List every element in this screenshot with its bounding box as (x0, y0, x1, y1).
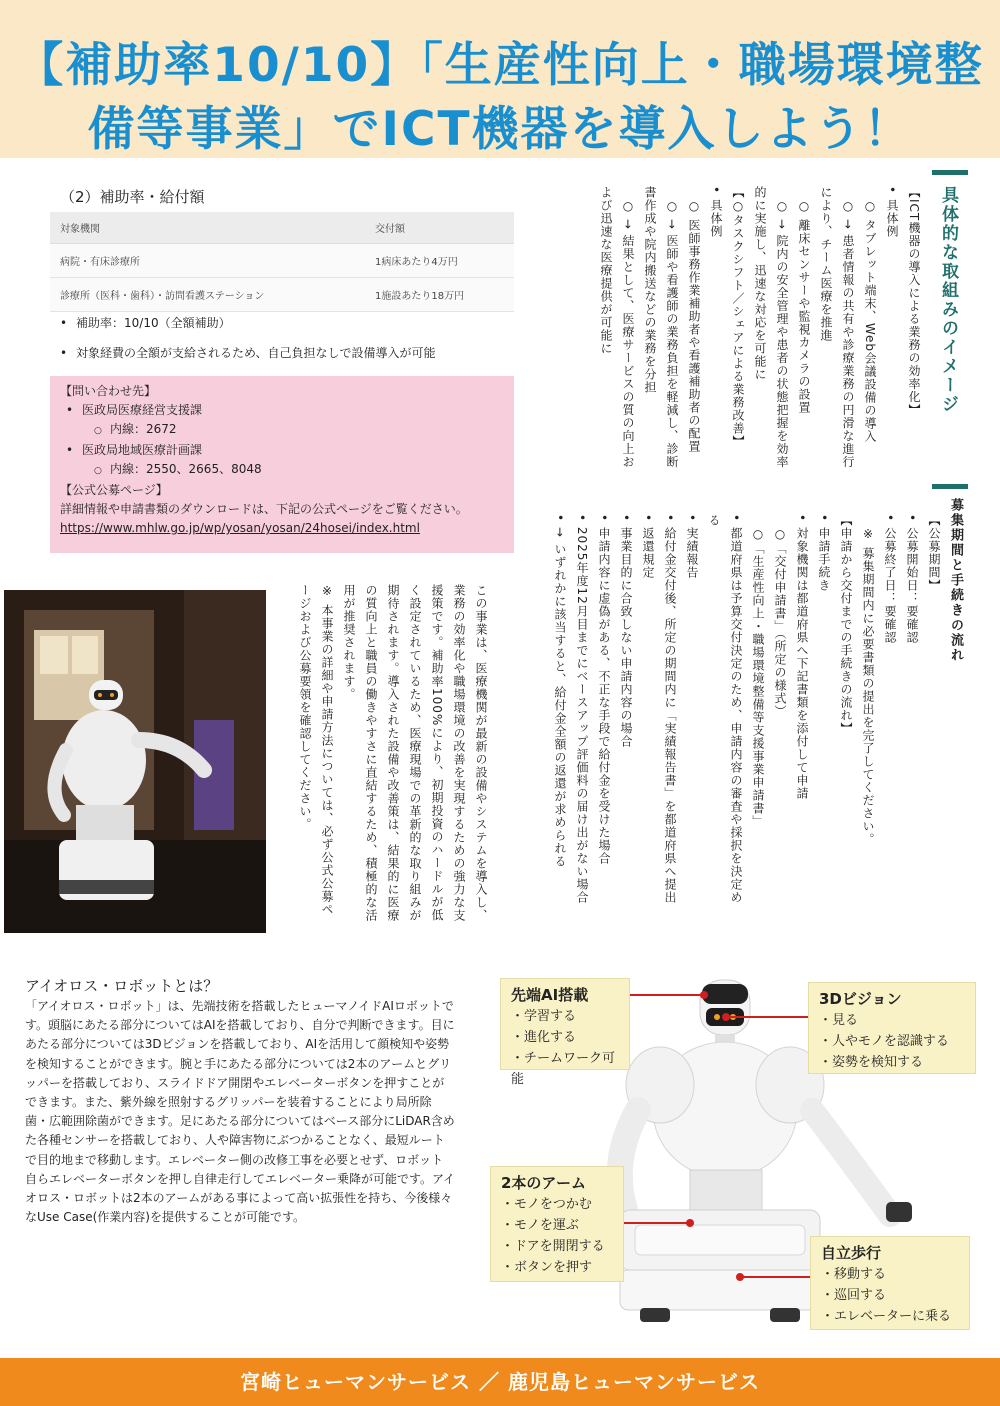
callout-vision-item: ・ 見る (819, 1010, 965, 1031)
schedule-body: 【公募期間】 • 公募開始日：要確認 • 公募終了日：要確認 ※ 募集期間内に必要書類の提出を完了してください。 【申請から交付までの手続きの流れ】 • 申請手続き • 対象機関は都道府県へ下記書類を添付して申請 ○「交付申請書」（所定の様式） ○「生産性向上・職場環境整備等支援事業申請書」 • 都道府県は予算交付決定のため、申請内容の審査や採択を決定める • 実績報告 • 給付金交付後、所定の期間内に「実績報告書」を都道府県へ提出 • 返還規定 • 事業目的に合致しない申請内容の場合 • 申請内容に虚偽がある、不正な手段で給付金を受けた場合 • 2025年度12月目までにベースアップ評価料の届け出がない場合 • → いずれかに該当すると、給付金全額の返還が求められる (553, 514, 941, 904)
table-header-cell: 対象機関 (50, 212, 365, 244)
table-cell: 診療所（医科・歯科）・訪問看護ステーション (50, 278, 365, 312)
callout-arms-item: ・ ドアを開閉する (501, 1236, 613, 1257)
callout-vision (808, 982, 976, 1074)
teal-accent-bar (932, 170, 968, 175)
teal-accent-bar (932, 484, 968, 489)
official-page-note: 詳細情報や申請書類のダウンロードは、下記の公式ページをご覧ください。 (60, 502, 468, 516)
callout-ai-title: 先端AI搭載 (511, 986, 589, 1004)
contact-dept-1: • 医政局医療経営支援課 (60, 401, 504, 420)
contact-ext-2: ○ 内線：2550、2665、8048 (60, 460, 504, 481)
callout-ai-item: ・ チームワーク可能 (511, 1048, 619, 1090)
table-cell: 1病床あたり4万円 (365, 244, 514, 278)
callout-vision-item: ・ 人やモノを認識する (819, 1031, 965, 1052)
table-cell: 病院・有床診療所 (50, 244, 365, 278)
callout-walk-title: 自立歩行 (821, 1244, 882, 1262)
table-header-row (50, 212, 514, 244)
subsidy-heading: （2）補助率・給付額 (60, 188, 205, 206)
leader-dot-walk (736, 1273, 744, 1281)
callout-vision-item: ・ 姿勢を検知する (819, 1052, 965, 1073)
table-header-cell: 交付額 (365, 212, 514, 244)
examples-heading: 具体的な取組みのイメージ (938, 186, 958, 414)
footer-banner: 宮崎ヒューマンサービス ／ 鹿児島ヒューマンサービス (0, 1358, 1000, 1406)
table-row (50, 244, 514, 278)
leader-line-walk (740, 1276, 810, 1278)
leader-dot-ai (700, 991, 708, 999)
table-cell: 1施設あたり18万円 (365, 278, 514, 312)
leader-line-vision (726, 1016, 808, 1018)
examples-body: 【ICT機器の導入による業務の効率化】 • 具体例 ○ タブレット端末、Web会議設備の導入 ○ → 患者情報の共有や診療業務の円滑な進行により、チーム医療を推進 ○ 離床センサーや監視カメラの設置 ○ → 院内の安全管理や患者の状態把握を効率的に実施し、迅速な対応を可能に 【○タスクシフト／シェアによる業務改善】 • 具体例 ○ 医師事務作業補助者や看護補助者の配置 ○ → 医師や看護師の業務負担を軽減し、診断書作成や院内搬送などの業務を分担 ○ → 結果として、医療サービスの質の向上および迅速な医療提供が可能に (599, 186, 921, 469)
callout-walk (810, 1236, 970, 1330)
page-title-line-1: 【補助率10/10】「生産性向上・職場環境整 (16, 38, 984, 93)
callout-ai-item: ・ 進化する (511, 1027, 619, 1048)
about-title: アイオロス・ロボットとは？ (25, 977, 219, 995)
contact-ext-1: ○ 内線：2672 (60, 420, 504, 441)
callout-walk-item: ・ 移動する (821, 1264, 959, 1285)
title-banner (0, 0, 1000, 158)
leader-line-arms (624, 1222, 690, 1224)
table-row (50, 278, 514, 312)
hallway-illustration (4, 590, 266, 933)
contact-box (50, 376, 514, 553)
official-page-heading: 【公式公募ページ】 (60, 483, 168, 497)
contact-heading: 【問い合わせ先】 (60, 384, 157, 398)
callout-arms-title: 2本のアーム (501, 1174, 586, 1192)
callout-arms (490, 1166, 624, 1282)
schedule-heading: 募集期間と手続きの流れ (948, 498, 963, 663)
about-body: 「アイオロス・ロボット」は、先端技術を搭載したヒューマノイドAIロボットです。頭脳にあたる部分についてはAIを搭載しており、自分で判断できます。目にあたる部分については3Dビジョンを搭載しており、AIを活用して顔検知や姿勢を検知することができます。腕と手にあたる部分については2本のアームとグリッパーを搭載しており、スライドドア開閉やエレベーターボタンを押すことができます。また、紫外線を照射するグリッパーを装着することにより局所除菌・広範囲除菌ができます。足にあたる部分についてはベース部分にLiDAR含めた各種センサーを搭載しており、人や障害物にぶつかることなく、最短ルートで目的地まで移動します。エレベーター側の改修工事を必要とせず、ロボット自らエレベーターボタンを押し自律走行してエレベーター乗降が可能です。アイオロス・ロボットは2本のアームがある事によって高い拡張性を持ち、今後様々なUse Case(作業内容)を提供することが可能です。 (25, 999, 455, 1225)
callout-arms-item: ・ ボタンを押す (501, 1257, 613, 1278)
leader-line-ai (630, 994, 704, 996)
callout-walk-item: ・ 巡回する (821, 1285, 959, 1306)
callout-vision-title: 3Dビジョン (819, 990, 902, 1008)
callout-arms-item: ・ モノをつかむ (501, 1194, 613, 1215)
leader-dot-arms (686, 1219, 694, 1227)
contact-dept-2: • 医政局地域医療計画課 (60, 441, 504, 460)
subsidy-table (50, 212, 514, 312)
leader-dot-vision (722, 1013, 730, 1021)
callout-ai-item: ・ 学習する (511, 1006, 619, 1027)
robot-hallway-photo (4, 590, 266, 933)
subsidy-bullet-full: • 対象経費の全額が支給されるため、自己負担なしで設備導入が可能 (60, 344, 436, 361)
summary-body: この事業は、医療機関が最新の設備やシステムを導入し、業務の効率化や職場環境の改善を実現するための強力な支援策です。補助率100%により、初期投資のハードルが低く設定されているため、医療現場での革新的な取り組みが期待されます。導入された設備や改善策は、結果的に医療の質向上と職員の働きやすさに直結するため、積極的な活用が推奨されます。 ※ 本事業の詳細や申請方法については、必ず公式公募ページおよび公募要領を確認してください。 (298, 584, 488, 922)
callout-ai (500, 978, 630, 1087)
callout-arms-item: ・ モノを運ぶ (501, 1215, 613, 1236)
subsidy-bullet-rate: • 補助率：10/10（全額補助） (60, 314, 231, 331)
page-title-line-2: 備等事業」でICT機器を導入しよう！ (87, 102, 913, 157)
callout-walk-item: ・ エレベーターに乗る (821, 1306, 959, 1327)
official-page-link[interactable]: https://www.mhlw.go.jp/wp/yosan/yosan/24hosei/index.html (60, 521, 420, 535)
